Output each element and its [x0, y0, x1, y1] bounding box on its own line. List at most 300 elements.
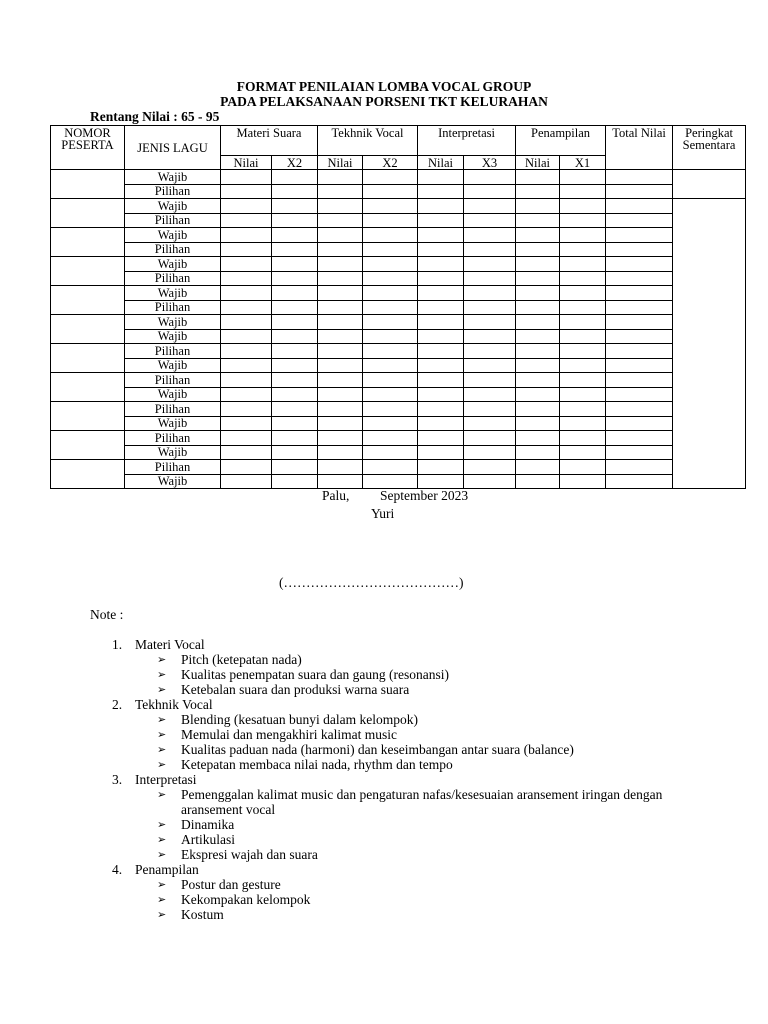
score-range: Rentang Nilai : 65 - 95	[90, 109, 220, 124]
cell-materi-x2[interactable]	[272, 474, 318, 489]
cell-penampilan-nilai[interactable]	[516, 315, 560, 330]
table-row	[51, 271, 746, 286]
cell-materi-x2[interactable]	[272, 184, 318, 199]
cell-interpretasi-x3[interactable]	[464, 257, 516, 272]
cell-nomor-peserta[interactable]	[51, 373, 125, 402]
cell-tekhnik-nilai[interactable]	[318, 213, 363, 228]
cell-interpretasi-nilai[interactable]	[418, 315, 464, 330]
cell-tekhnik-nilai[interactable]	[318, 257, 363, 272]
cell-interpretasi-nilai[interactable]	[418, 199, 464, 214]
cell-interpretasi-nilai[interactable]	[418, 445, 464, 460]
cell-penampilan-x1[interactable]	[560, 170, 606, 185]
header-jenis-lagu: JENIS LAGU	[125, 126, 221, 170]
section-number: 2.	[112, 697, 123, 712]
cell-total-nilai[interactable]	[606, 257, 673, 272]
arrow-bullet-icon: ➢	[157, 818, 167, 831]
cell-tekhnik-x2[interactable]	[363, 286, 418, 301]
cell-jenis-lagu: Pilihan	[125, 344, 221, 359]
cell-interpretasi-nilai[interactable]	[418, 213, 464, 228]
note-item	[0, 727, 768, 742]
note-item-text: Pitch (ketepatan nada)	[181, 652, 302, 667]
cell-interpretasi-x3[interactable]	[464, 358, 516, 373]
table-row	[51, 474, 746, 489]
cell-interpretasi-x3[interactable]	[464, 199, 516, 214]
cell-tekhnik-nilai[interactable]	[318, 170, 363, 185]
cell-tekhnik-x2[interactable]	[363, 402, 418, 417]
cell-interpretasi-x3[interactable]	[464, 271, 516, 286]
cell-materi-x2[interactable]	[272, 257, 318, 272]
cell-materi-nilai[interactable]	[221, 373, 272, 388]
cell-tekhnik-x2[interactable]	[363, 213, 418, 228]
cell-nomor-peserta[interactable]	[51, 315, 125, 344]
cell-tekhnik-nilai[interactable]	[318, 228, 363, 243]
cell-materi-x2[interactable]	[272, 170, 318, 185]
cell-jenis-lagu: Wajib	[125, 257, 221, 272]
cell-total-nilai[interactable]	[606, 431, 673, 446]
note-item-text: Kualitas penempatan suara dan gaung (resonansi)	[181, 667, 450, 682]
cell-total-nilai[interactable]	[606, 228, 673, 243]
arrow-bullet-icon: ➢	[157, 758, 167, 771]
cell-materi-nilai[interactable]	[221, 199, 272, 214]
cell-materi-nilai[interactable]	[221, 228, 272, 243]
cell-materi-nilai[interactable]	[221, 184, 272, 199]
cell-interpretasi-x3[interactable]	[464, 286, 516, 301]
cell-penampilan-x1[interactable]	[560, 431, 606, 446]
cell-tekhnik-nilai[interactable]	[318, 271, 363, 286]
cell-total-nilai[interactable]	[606, 242, 673, 257]
cell-jenis-lagu: Pilihan	[125, 184, 221, 199]
cell-interpretasi-x3[interactable]	[464, 315, 516, 330]
cell-tekhnik-x2[interactable]	[363, 416, 418, 431]
cell-penampilan-x1[interactable]	[560, 416, 606, 431]
cell-penampilan-nilai[interactable]	[516, 474, 560, 489]
cell-materi-nilai[interactable]	[221, 271, 272, 286]
cell-penampilan-nilai[interactable]	[516, 242, 560, 257]
subheader-x1: X1	[560, 156, 606, 170]
cell-interpretasi-nilai[interactable]	[418, 387, 464, 402]
section-title: Materi Vocal	[135, 637, 205, 652]
cell-penampilan-x1[interactable]	[560, 228, 606, 243]
cell-interpretasi-nilai[interactable]	[418, 460, 464, 475]
signature-date: September 2023	[380, 488, 469, 503]
cell-jenis-lagu: Wajib	[125, 358, 221, 373]
cell-materi-nilai[interactable]	[221, 286, 272, 301]
cell-penampilan-x1[interactable]	[560, 474, 606, 489]
cell-total-nilai[interactable]	[606, 170, 673, 185]
cell-materi-nilai[interactable]	[221, 329, 272, 344]
cell-penampilan-nilai[interactable]	[516, 445, 560, 460]
note-item-text: Memulai dan mengakhiri kalimat music	[181, 727, 397, 742]
cell-materi-x2[interactable]	[272, 358, 318, 373]
cell-interpretasi-nilai[interactable]	[418, 373, 464, 388]
cell-jenis-lagu: Pilihan	[125, 402, 221, 417]
cell-jenis-lagu: Wajib	[125, 228, 221, 243]
cell-penampilan-x1[interactable]	[560, 445, 606, 460]
table-row	[51, 402, 746, 417]
cell-penampilan-nilai[interactable]	[516, 402, 560, 417]
arrow-bullet-icon: ➢	[157, 653, 167, 666]
cell-interpretasi-nilai[interactable]	[418, 300, 464, 315]
cell-jenis-lagu: Pilihan	[125, 271, 221, 286]
subheader-x2: X2	[363, 156, 418, 170]
cell-tekhnik-x2[interactable]	[363, 344, 418, 359]
cell-interpretasi-x3[interactable]	[464, 213, 516, 228]
note-item	[0, 892, 768, 907]
cell-materi-x2[interactable]	[272, 402, 318, 417]
cell-total-nilai[interactable]	[606, 387, 673, 402]
cell-penampilan-x1[interactable]	[560, 213, 606, 228]
section-number: 4.	[112, 862, 123, 877]
cell-penampilan-nilai[interactable]	[516, 387, 560, 402]
cell-penampilan-nilai[interactable]	[516, 257, 560, 272]
cell-tekhnik-nilai[interactable]	[318, 431, 363, 446]
cell-nomor-peserta[interactable]	[51, 257, 125, 286]
note-item-text: Artikulasi	[181, 832, 235, 847]
cell-tekhnik-x2[interactable]	[363, 373, 418, 388]
cell-penampilan-x1[interactable]	[560, 387, 606, 402]
cell-tekhnik-x2[interactable]	[363, 271, 418, 286]
header-nomor-peserta: NOMOR PESERTA	[51, 126, 125, 170]
cell-interpretasi-nilai[interactable]	[418, 286, 464, 301]
cell-tekhnik-x2[interactable]	[363, 460, 418, 475]
cell-materi-nilai[interactable]	[221, 213, 272, 228]
cell-total-nilai[interactable]	[606, 416, 673, 431]
cell-nomor-peserta[interactable]	[51, 344, 125, 373]
arrow-bullet-icon: ➢	[157, 683, 167, 696]
cell-penampilan-nilai[interactable]	[516, 213, 560, 228]
cell-tekhnik-nilai[interactable]	[318, 460, 363, 475]
cell-penampilan-x1[interactable]	[560, 315, 606, 330]
note-item-text: Pemenggalan kalimat music dan pengaturan nafas/kesesuaian aransement iringan dengan aransement vocal	[181, 787, 663, 817]
cell-total-nilai[interactable]	[606, 329, 673, 344]
cell-interpretasi-nilai[interactable]	[418, 344, 464, 359]
cell-total-nilai[interactable]	[606, 474, 673, 489]
cell-nomor-peserta[interactable]	[51, 228, 125, 257]
arrow-bullet-icon: ➢	[157, 788, 167, 801]
cell-materi-x2[interactable]	[272, 387, 318, 402]
cell-tekhnik-x2[interactable]	[363, 329, 418, 344]
cell-total-nilai[interactable]	[606, 402, 673, 417]
cell-interpretasi-x3[interactable]	[464, 402, 516, 417]
cell-tekhnik-nilai[interactable]	[318, 445, 363, 460]
cell-penampilan-nilai[interactable]	[516, 170, 560, 185]
cell-interpretasi-nilai[interactable]	[418, 358, 464, 373]
cell-materi-nilai[interactable]	[221, 402, 272, 417]
cell-interpretasi-x3[interactable]	[464, 184, 516, 199]
table-row	[51, 213, 746, 228]
cell-materi-x2[interactable]	[272, 286, 318, 301]
cell-tekhnik-x2[interactable]	[363, 199, 418, 214]
cell-materi-nilai[interactable]	[221, 257, 272, 272]
cell-tekhnik-x2[interactable]	[363, 170, 418, 185]
cell-tekhnik-nilai[interactable]	[318, 329, 363, 344]
cell-jenis-lagu: Pilihan	[125, 431, 221, 446]
arrow-bullet-icon: ➢	[157, 728, 167, 741]
cell-tekhnik-nilai[interactable]	[318, 315, 363, 330]
table-row	[51, 329, 746, 344]
cell-interpretasi-nilai[interactable]	[418, 228, 464, 243]
cell-materi-nilai[interactable]	[221, 474, 272, 489]
cell-materi-x2[interactable]	[272, 329, 318, 344]
cell-penampilan-nilai[interactable]	[516, 271, 560, 286]
cell-penampilan-x1[interactable]	[560, 344, 606, 359]
cell-penampilan-x1[interactable]	[560, 358, 606, 373]
header-materi-suara: Materi Suara	[221, 126, 318, 156]
cell-interpretasi-x3[interactable]	[464, 242, 516, 257]
cell-jenis-lagu: Pilihan	[125, 373, 221, 388]
cell-materi-x2[interactable]	[272, 373, 318, 388]
note-item	[0, 877, 768, 892]
section-title: Interpretasi	[135, 772, 197, 787]
cell-penampilan-nilai[interactable]	[516, 358, 560, 373]
cell-materi-x2[interactable]	[272, 416, 318, 431]
cell-total-nilai[interactable]	[606, 315, 673, 330]
note-item	[0, 907, 768, 922]
cell-materi-x2[interactable]	[272, 242, 318, 257]
form-subtitle: PADA PELAKSANAAN PORSENI TKT KELURAHAN	[220, 94, 548, 109]
cell-tekhnik-x2[interactable]	[363, 242, 418, 257]
cell-jenis-lagu: Pilihan	[125, 242, 221, 257]
cell-interpretasi-nilai[interactable]	[418, 184, 464, 199]
table-row	[51, 315, 746, 330]
table-row	[51, 387, 746, 402]
cell-tekhnik-x2[interactable]	[363, 228, 418, 243]
table-row	[51, 445, 746, 460]
cell-materi-nilai[interactable]	[221, 315, 272, 330]
cell-interpretasi-x3[interactable]	[464, 460, 516, 475]
cell-materi-nilai[interactable]	[221, 242, 272, 257]
cell-penampilan-nilai[interactable]	[516, 329, 560, 344]
cell-tekhnik-nilai[interactable]	[318, 373, 363, 388]
cell-interpretasi-x3[interactable]	[464, 228, 516, 243]
note-section	[0, 862, 768, 877]
cell-total-nilai[interactable]	[606, 344, 673, 359]
cell-tekhnik-x2[interactable]	[363, 358, 418, 373]
cell-materi-nilai[interactable]	[221, 445, 272, 460]
cell-tekhnik-nilai[interactable]	[318, 344, 363, 359]
section-number: 1.	[112, 637, 123, 652]
cell-materi-x2[interactable]	[272, 228, 318, 243]
table-row	[51, 228, 746, 243]
cell-jenis-lagu: Wajib	[125, 170, 221, 185]
cell-interpretasi-x3[interactable]	[464, 170, 516, 185]
cell-materi-x2[interactable]	[272, 431, 318, 446]
header-interpretasi: Interpretasi	[418, 126, 516, 156]
subheader-nilai: Nilai	[318, 156, 363, 170]
cell-penampilan-nilai[interactable]	[516, 300, 560, 315]
cell-nomor-peserta[interactable]	[51, 199, 125, 228]
table-row	[51, 416, 746, 431]
cell-interpretasi-x3[interactable]	[464, 300, 516, 315]
header-tekhnik-vocal: Tekhnik Vocal	[318, 126, 418, 156]
note-item	[0, 757, 768, 772]
cell-total-nilai[interactable]	[606, 286, 673, 301]
arrow-bullet-icon: ➢	[157, 908, 167, 921]
cell-materi-x2[interactable]	[272, 445, 318, 460]
cell-penampilan-x1[interactable]	[560, 271, 606, 286]
cell-penampilan-x1[interactable]	[560, 242, 606, 257]
cell-penampilan-x1[interactable]	[560, 199, 606, 214]
cell-penampilan-nilai[interactable]	[516, 431, 560, 446]
cell-materi-nilai[interactable]	[221, 358, 272, 373]
cell-nomor-peserta[interactable]	[51, 402, 125, 431]
cell-interpretasi-nilai[interactable]	[418, 170, 464, 185]
cell-tekhnik-nilai[interactable]	[318, 387, 363, 402]
cell-total-nilai[interactable]	[606, 199, 673, 214]
cell-materi-x2[interactable]	[272, 344, 318, 359]
subheader-x3: X3	[464, 156, 516, 170]
cell-interpretasi-x3[interactable]	[464, 344, 516, 359]
cell-interpretasi-nilai[interactable]	[418, 474, 464, 489]
cell-penampilan-nilai[interactable]	[516, 286, 560, 301]
note-item	[0, 652, 768, 667]
cell-materi-nilai[interactable]	[221, 431, 272, 446]
cell-penampilan-x1[interactable]	[560, 402, 606, 417]
cell-tekhnik-nilai[interactable]	[318, 286, 363, 301]
cell-tekhnik-x2[interactable]	[363, 300, 418, 315]
cell-interpretasi-nilai[interactable]	[418, 431, 464, 446]
cell-penampilan-x1[interactable]	[560, 329, 606, 344]
cell-tekhnik-nilai[interactable]	[318, 474, 363, 489]
cell-tekhnik-nilai[interactable]	[318, 402, 363, 417]
cell-interpretasi-x3[interactable]	[464, 445, 516, 460]
note-section	[0, 637, 768, 652]
cell-total-nilai[interactable]	[606, 460, 673, 475]
cell-interpretasi-nilai[interactable]	[418, 329, 464, 344]
cell-tekhnik-nilai[interactable]	[318, 300, 363, 315]
cell-interpretasi-x3[interactable]	[464, 373, 516, 388]
cell-penampilan-nilai[interactable]	[516, 184, 560, 199]
cell-total-nilai[interactable]	[606, 445, 673, 460]
cell-materi-x2[interactable]	[272, 199, 318, 214]
cell-interpretasi-x3[interactable]	[464, 474, 516, 489]
note-item-text: Dinamika	[181, 817, 235, 832]
cell-materi-nilai[interactable]	[221, 344, 272, 359]
cell-materi-x2[interactable]	[272, 315, 318, 330]
cell-jenis-lagu: Wajib	[125, 387, 221, 402]
subheader-nilai: Nilai	[418, 156, 464, 170]
cell-total-nilai[interactable]	[606, 213, 673, 228]
note-item	[0, 832, 768, 847]
cell-penampilan-nilai[interactable]	[516, 199, 560, 214]
cell-tekhnik-nilai[interactable]	[318, 242, 363, 257]
cell-total-nilai[interactable]	[606, 184, 673, 199]
note-item	[0, 817, 768, 832]
cell-interpretasi-x3[interactable]	[464, 431, 516, 446]
cell-interpretasi-nilai[interactable]	[418, 271, 464, 286]
cell-jenis-lagu: Wajib	[125, 445, 221, 460]
cell-tekhnik-x2[interactable]	[363, 184, 418, 199]
cell-interpretasi-x3[interactable]	[464, 387, 516, 402]
cell-jenis-lagu: Wajib	[125, 416, 221, 431]
cell-penampilan-x1[interactable]	[560, 300, 606, 315]
header-total-nilai: Total Nilai	[606, 126, 673, 170]
cell-total-nilai[interactable]	[606, 300, 673, 315]
cell-interpretasi-x3[interactable]	[464, 416, 516, 431]
note-item	[0, 712, 768, 727]
table-row	[51, 286, 746, 301]
cell-total-nilai[interactable]	[606, 373, 673, 388]
cell-jenis-lagu: Pilihan	[125, 213, 221, 228]
cell-penampilan-x1[interactable]	[560, 460, 606, 475]
cell-materi-x2[interactable]	[272, 271, 318, 286]
header-peringkat-sementara: Peringkat Sementara	[673, 126, 746, 170]
cell-materi-x2[interactable]	[272, 213, 318, 228]
arrow-bullet-icon: ➢	[157, 833, 167, 846]
cell-tekhnik-nilai[interactable]	[318, 199, 363, 214]
table-row	[51, 358, 746, 373]
cell-penampilan-x1[interactable]	[560, 373, 606, 388]
cell-total-nilai[interactable]	[606, 271, 673, 286]
cell-jenis-lagu: Pilihan	[125, 460, 221, 475]
cell-interpretasi-nilai[interactable]	[418, 416, 464, 431]
table-row	[51, 257, 746, 272]
cell-nomor-peserta[interactable]	[51, 286, 125, 315]
cell-nomor-peserta[interactable]	[51, 431, 125, 460]
cell-penampilan-nilai[interactable]	[516, 460, 560, 475]
note-item-text: Kualitas paduan nada (harmoni) dan keseimbangan antar suara (balance)	[181, 742, 574, 757]
cell-interpretasi-nilai[interactable]	[418, 402, 464, 417]
cell-tekhnik-x2[interactable]	[363, 474, 418, 489]
cell-penampilan-nilai[interactable]	[516, 416, 560, 431]
cell-penampilan-nilai[interactable]	[516, 344, 560, 359]
cell-peringkat[interactable]	[673, 199, 746, 489]
cell-materi-nilai[interactable]	[221, 387, 272, 402]
signature-line: (…………………………………)	[279, 575, 464, 590]
subheader-x2: X2	[272, 156, 318, 170]
cell-jenis-lagu: Wajib	[125, 315, 221, 330]
cell-tekhnik-x2[interactable]	[363, 445, 418, 460]
cell-penampilan-nilai[interactable]	[516, 373, 560, 388]
cell-jenis-lagu: Wajib	[125, 474, 221, 489]
section-number: 3.	[112, 772, 123, 787]
note-section	[0, 772, 768, 787]
cell-penampilan-x1[interactable]	[560, 286, 606, 301]
form-title: FORMAT PENILAIAN LOMBA VOCAL GROUP	[236, 79, 532, 94]
note-item	[0, 787, 768, 817]
cell-tekhnik-x2[interactable]	[363, 257, 418, 272]
arrow-bullet-icon: ➢	[157, 668, 167, 681]
note-item-text: Kostum	[181, 907, 224, 922]
cell-materi-nilai[interactable]	[221, 416, 272, 431]
cell-penampilan-x1[interactable]	[560, 257, 606, 272]
cell-materi-nilai[interactable]	[221, 300, 272, 315]
cell-penampilan-x1[interactable]	[560, 184, 606, 199]
cell-peringkat[interactable]	[673, 170, 746, 199]
cell-interpretasi-nilai[interactable]	[418, 257, 464, 272]
cell-materi-x2[interactable]	[272, 460, 318, 475]
note-item	[0, 682, 768, 697]
cell-nomor-peserta[interactable]	[51, 170, 125, 199]
cell-materi-nilai[interactable]	[221, 460, 272, 475]
arrow-bullet-icon: ➢	[157, 878, 167, 891]
cell-tekhnik-nilai[interactable]	[318, 184, 363, 199]
cell-tekhnik-x2[interactable]	[363, 387, 418, 402]
cell-tekhnik-nilai[interactable]	[318, 416, 363, 431]
cell-interpretasi-x3[interactable]	[464, 329, 516, 344]
note-item-text: Ketepatan membaca nilai nada, rhythm dan tempo	[181, 757, 453, 772]
cell-penampilan-nilai[interactable]	[516, 228, 560, 243]
signature-name: Yuri	[371, 506, 395, 521]
cell-interpretasi-nilai[interactable]	[418, 242, 464, 257]
cell-nomor-peserta[interactable]	[51, 460, 125, 489]
cell-tekhnik-nilai[interactable]	[318, 358, 363, 373]
cell-materi-x2[interactable]	[272, 300, 318, 315]
cell-total-nilai[interactable]	[606, 358, 673, 373]
cell-tekhnik-x2[interactable]	[363, 431, 418, 446]
cell-tekhnik-x2[interactable]	[363, 315, 418, 330]
cell-materi-nilai[interactable]	[221, 170, 272, 185]
